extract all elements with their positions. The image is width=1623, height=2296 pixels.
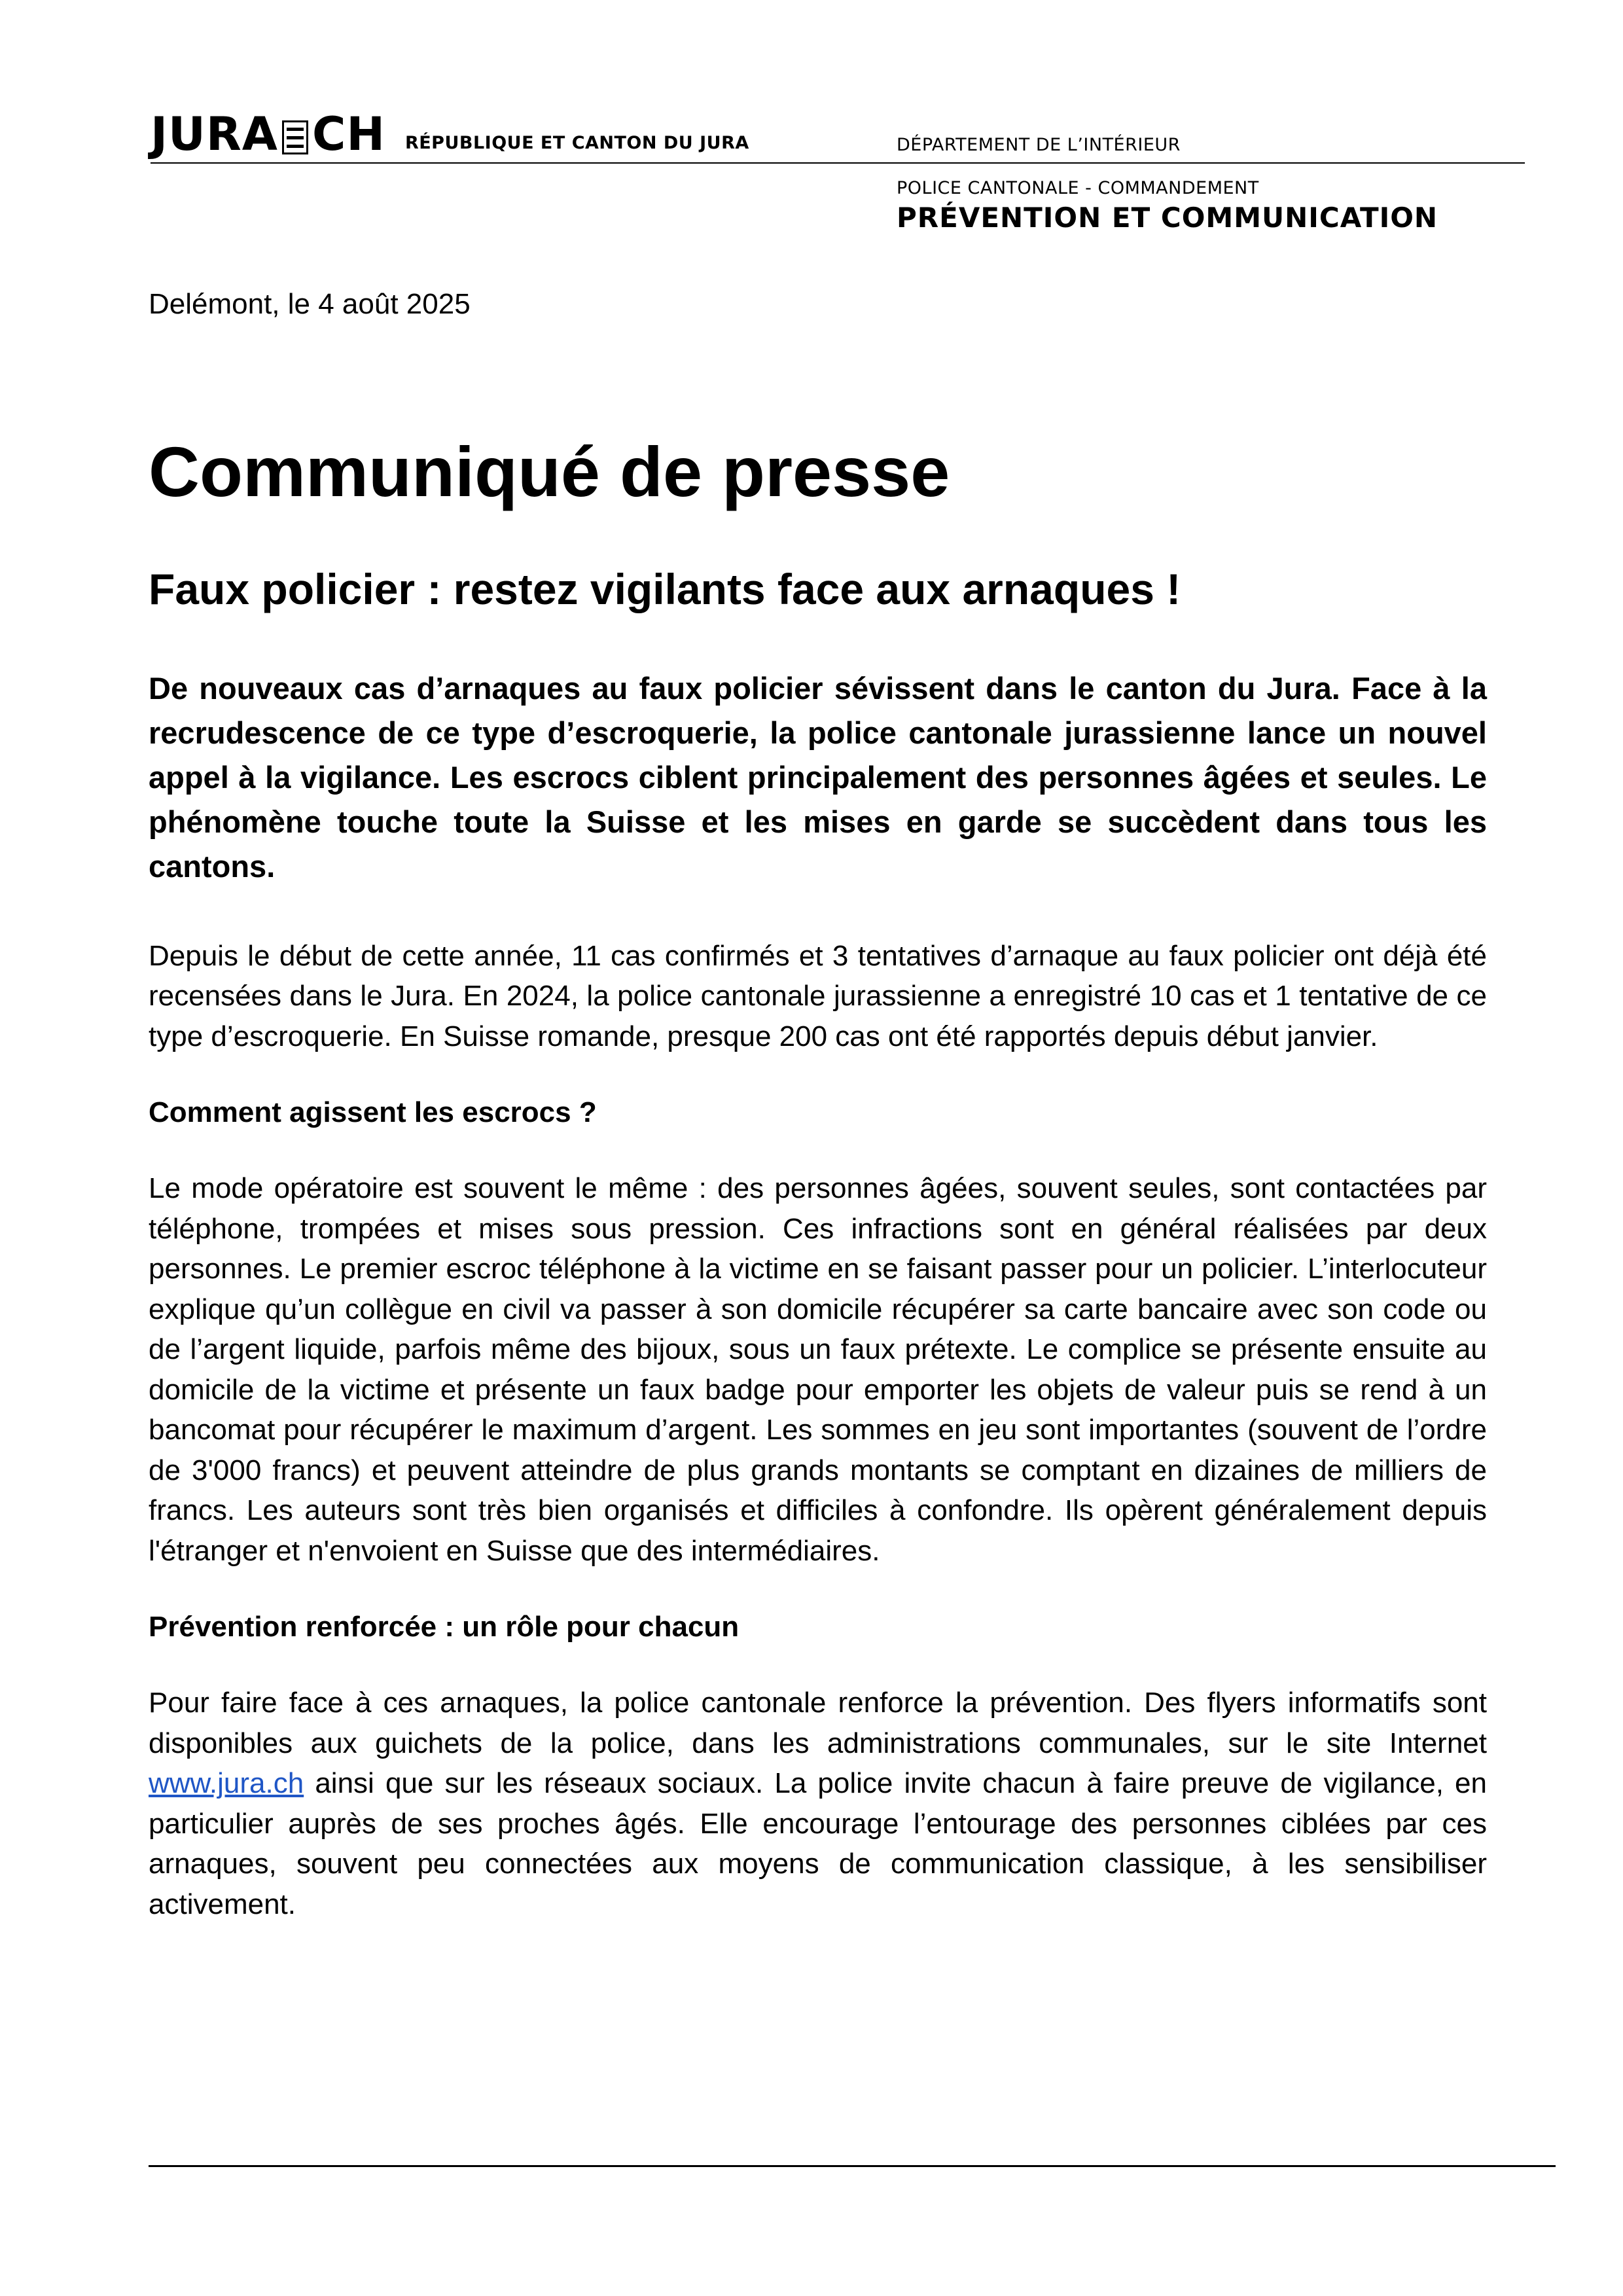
jura-crest-icon	[282, 120, 308, 154]
page-subtitle: Faux policier : restez vigilants face aux arnaques !	[149, 564, 1181, 613]
header-divider	[151, 162, 1525, 164]
section-heading-prevention: Prévention renforcée : un rôle pour chacun	[149, 1611, 740, 1643]
logo-subtitle: RÉPUBLIQUE ET CANTON DU JURA	[404, 133, 749, 153]
lead-paragraph: De nouveaux cas d’arnaques au faux policier sévissent dans le canton du Jura. Face à la recrudescence de ce type d’escroquerie, la police cantonale jurassienne lance un nouvel appel à la vigilance. Les escrocs ciblent principalement des personnes âgées et seules. Le phénomène touche toute la Suisse et les mises en garde se succèdent dans tous les cantons.	[149, 670, 1487, 884]
paragraph-prevention	[149, 1683, 1487, 1924]
jura-website-link[interactable]: www.jura.ch	[149, 1767, 304, 1800]
unit-label: POLICE CANTONALE - COMMANDEMENT	[897, 178, 1259, 198]
paragraph-statistics: Depuis le début de cette année, 11 cas confirmés et 3 tentatives d’arnaque au faux policier ont déjà été recensées dans le Jura. En 2024, la police cantonale jurassienne a enregistré 10 cas et 1 tentative de ce type d’escroquerie. En Suisse romande, presque 200 cas ont été rapportés depuis début janvier.	[149, 939, 1487, 1052]
jura-logo	[151, 107, 749, 161]
prevention-text-start: Pour faire face à ces arnaques, la police cantonale renforce la prévention. Des flyers informatifs sont disponibles aux guichets de la police, dans les administrations communales, sur le site Internet	[149, 1687, 1487, 1759]
division-label: PRÉVENTION ET COMMUNICATION	[897, 202, 1438, 234]
place-date: Delémont, le 4 août 2025	[149, 288, 471, 320]
prevention-text-end: ainsi que sur les réseaux sociaux. La police invite chacun à faire preuve de vigilance, en particulier auprès de ses proches âgés. Elle encourage l’entourage des personnes ciblées par ces arnaques, souvent peu connectées aux moyens de communication classique, à les sensibiliser activement.	[149, 1767, 1487, 1920]
section-heading-modus-operandi: Comment agissent les escrocs ?	[149, 1096, 597, 1129]
page-title: Communiqué de presse	[149, 432, 950, 511]
paragraph-modus-operandi: Le mode opératoire est souvent le même : des personnes âgées, souvent seules, sont contactées par téléphone, trompées et mises sous pression. Ces infractions sont en général réalisées par deux personnes. Le premier escroc téléphone à la victime en se faisant passer pour un policier. L’interlocuteur explique qu’un collègue en civil va passer à son domicile récupérer sa carte bancaire avec son code ou de l’argent liquide, parfois même des bijoux, sous un faux prétexte. Le complice se présente ensuite au domicile de la victime et présente un faux badge pour emporter les objets de valeur puis se rend à un bancomat pour récupérer le maximum d’argent. Les sommes en jeu sont importantes (souvent de l’ordre de 3'000 francs) et peuvent atteindre de plus grands montants se comptant en dizaines de milliers de francs. Les auteurs sont très bien organisés et difficiles à confondre. Ils opèrent généralement depuis l'étranger et n'envoient en Suisse que des intermédiaires.	[149, 1172, 1487, 1567]
footer-divider	[149, 2165, 1556, 2167]
document-body	[149, 288, 1487, 1924]
logo-text-left: JURA	[151, 107, 278, 161]
logo-text-right: CH	[312, 107, 385, 161]
department-label: DÉPARTEMENT DE L’INTÉRIEUR	[897, 135, 1181, 155]
